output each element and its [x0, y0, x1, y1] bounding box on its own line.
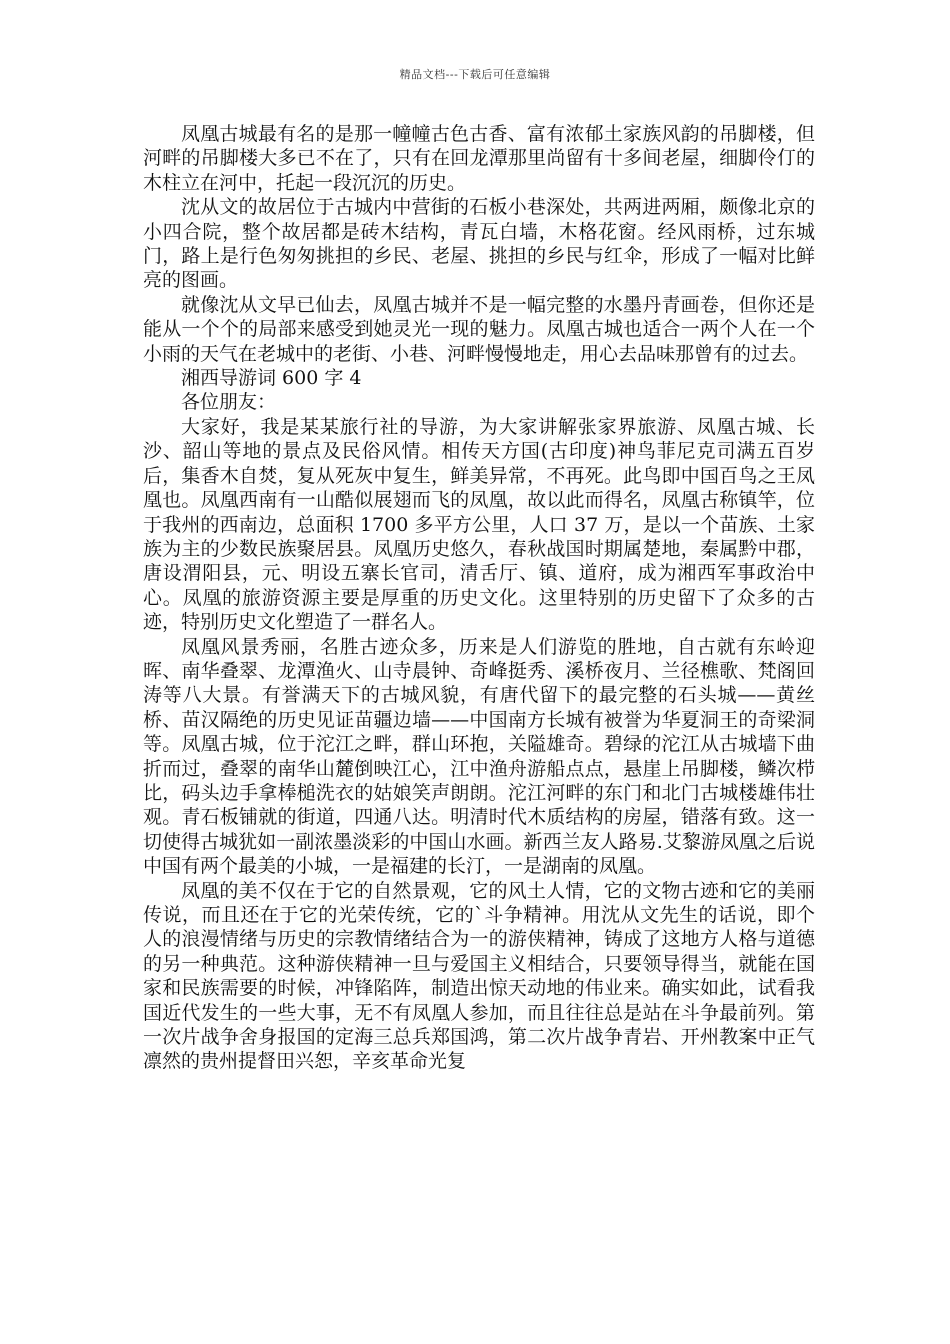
paragraph: 大家好，我是某某旅行社的导游，为大家讲解张家界旅游、凤凰古城、长沙、韶山等地的景点及民俗风情。相传天方国(古印度)神鸟菲尼克司满五百岁后，集香木自焚，复从死灰中复生，鲜美异常，不再死。此鸟即中国百鸟之王凤凰也。凤凰西南有一山酷似展翅而飞的凤凰，故以此而得名，凤凰古称镇竿，位于我州的西南边，总面积 1700 多平方公里，人口 37 万，是以一个苗族、土家族为主的少数民族聚居县。凤凰历史悠久，春秋战国时期属楚地，秦属黔中郡，唐设渭阳县，元、明设五寨长官司，清舌厅、镇、道府，成为湘西军事政治中心。凤凰的旅游资源主要是厚重的历史文化。这里特别的历史留下了众多的古迹，特别历史文化塑造了一群名人。: [143, 415, 815, 634]
salutation: 各位朋友：: [181, 391, 277, 414]
paragraph: 凤凰风景秀丽，名胜古迹众多，历来是人们游览的胜地，自古就有东岭迎晖、南华叠翠、龙潭渔火、山寺晨钟、奇峰挺秀、溪桥夜月、兰径樵歌、梵阁回涛等八大景。有誉满天下的古城风貌，有唐代留下的最完整的石头城——黄丝桥、苗汉隔绝的历史见证苗疆边墙——中国南方长城有被誉为华夏洞王的奇梁洞等。凤凰古城，位于沱江之畔，群山环抱，关隘雄奇。碧绿的沱江从古城墙下曲折而过，叠翠的南华山麓倒映江心，江中渔舟游船点点，悬崖上吊脚楼，鳞次栉比，码头边手拿棒槌洗衣的姑娘笑声朗朗。沱江河畔的东门和北门古城楼雄伟壮观。青石板铺就的街道，四通八达。明清时代木质结构的房屋，错落有致。这一切使得古城犹如一副浓墨淡彩的中国山水画。新西兰友人路易.艾黎游凤凰之后说中国有两个最美的小城，一是福建的长汀，一是湖南的凤凰。: [143, 635, 815, 878]
section-heading: 湘西导游词 600 字 4: [181, 367, 362, 390]
document-body: [143, 122, 815, 1074]
paragraph: 凤凰的美不仅在于它的自然景观，它的风土人情，它的文物古迹和它的美丽传说，而且还在于它的光荣传统，它的`斗争精神。用沈从文先生的话说，即个人的浪漫情绪与历史的宗教情绪结合为一的游侠精神，铸成了这地方人格与道德的另一种典范。这种游侠精神一旦与爱国主义相结合，只要领导得当，就能在国家和民族需要的时候，冲锋陷阵，制造出惊天动地的伟业来。确实如此，试看我国近代发生的一些大事，无不有凤凰人参加，而且往往总是站在斗争最前列。第一次片战争舍身报国的定海三总兵郑国鸿，第二次片战争青岩、开州教案中正气凛然的贵州提督田兴恕，辛亥革命光复: [143, 879, 815, 1073]
page-header: 精品文档---下载后可任意编辑: [399, 68, 551, 81]
paragraph: 沈从文的故居位于古城内中营街的石板小巷深处，共两进两厢，颇像北京的小四合院，整个故居都是砖木结构，青瓦白墙，木格花窗。经风雨桥，过东城门，路上是行色匆匆挑担的乡民、老屋、挑担的乡民与红伞，形成了一幅对比鲜亮的图画。: [143, 196, 815, 292]
paragraph: 就像沈从文早已仙去，凤凰古城并不是一幅完整的水墨丹青画卷，但你还是能从一个个的局部来感受到她灵光一现的魅力。凤凰古城也适合一两个人在一个小雨的天气在老城中的老街、小巷、河畔慢慢地走，用心去品味那曾有的过去。: [143, 293, 815, 365]
paragraph: 凤凰古城最有名的是那一幢幢古色古香、富有浓郁土家族风韵的吊脚楼，但河畔的吊脚楼大多已不在了，只有在回龙潭那里尚留有十多间老屋，细脚伶仃的木柱立在河中，托起一段沉沉的历史。: [143, 123, 815, 194]
